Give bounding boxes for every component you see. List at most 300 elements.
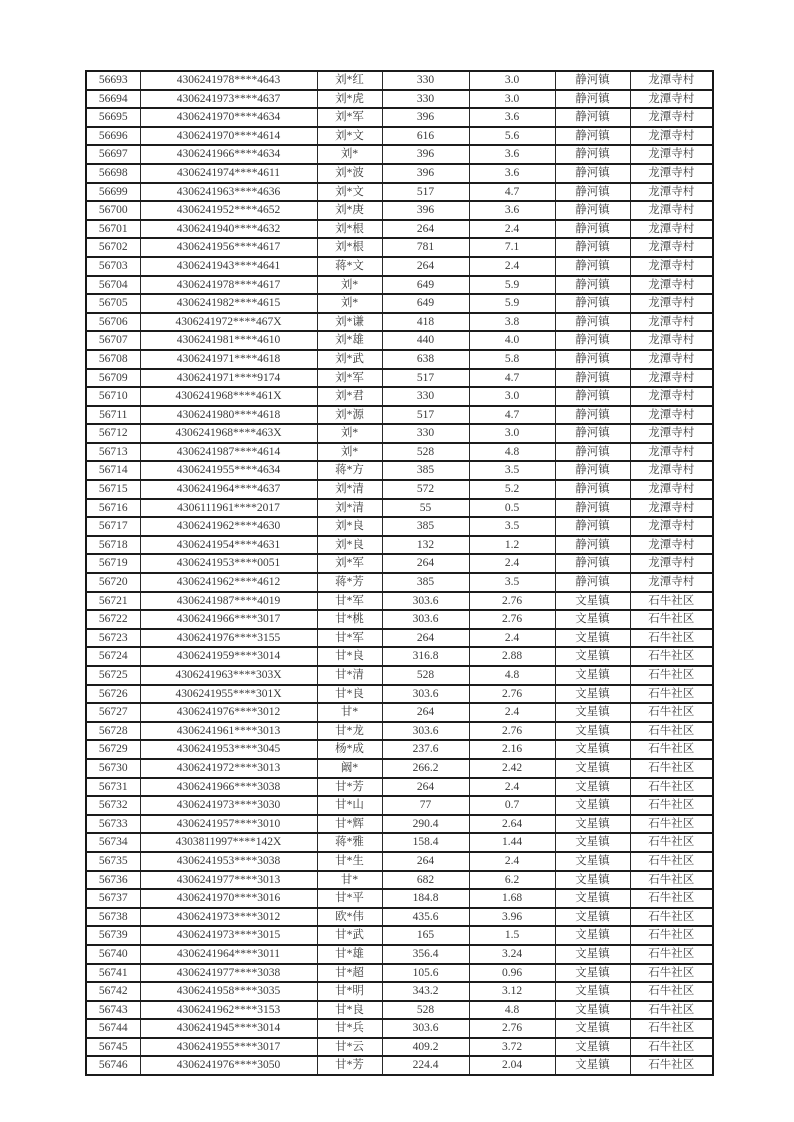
serial-cell: 56724: [86, 647, 140, 666]
amount-cell: 528: [382, 1001, 469, 1020]
name-cell: 刘*虎: [317, 90, 382, 109]
name-cell: 刘*雄: [317, 331, 382, 350]
serial-cell: 56725: [86, 666, 140, 685]
rate-cell: 4.8: [469, 666, 555, 685]
town-cell: 静河镇: [555, 424, 630, 443]
name-cell: 甘*山: [317, 796, 382, 815]
serial-cell: 56706: [86, 313, 140, 332]
id-number-cell: 4306241962****4630: [140, 517, 317, 536]
town-cell: 文星镇: [555, 647, 630, 666]
village-cell: 石牛社区: [630, 592, 713, 611]
amount-cell: 616: [382, 127, 469, 146]
village-cell: 石牛社区: [630, 703, 713, 722]
village-cell: 石牛社区: [630, 666, 713, 685]
serial-cell: 56693: [86, 71, 140, 90]
village-cell: 石牛社区: [630, 889, 713, 908]
amount-cell: 572: [382, 480, 469, 499]
village-cell: 龙潭寺村: [630, 276, 713, 295]
id-number-cell: 4306241970****4634: [140, 108, 317, 127]
amount-cell: 303.6: [382, 610, 469, 629]
rate-cell: 2.64: [469, 815, 555, 834]
table-row: [86, 164, 713, 183]
serial-cell: 56726: [86, 685, 140, 704]
town-cell: 静河镇: [555, 257, 630, 276]
id-number-cell: 4306241954****4631: [140, 536, 317, 555]
amount-cell: 649: [382, 294, 469, 313]
serial-cell: 56741: [86, 964, 140, 983]
id-number-cell: 4306241953****3045: [140, 740, 317, 759]
town-cell: 文星镇: [555, 796, 630, 815]
serial-cell: 56745: [86, 1038, 140, 1057]
town-cell: 文星镇: [555, 908, 630, 927]
serial-cell: 56730: [86, 759, 140, 778]
town-cell: 静河镇: [555, 201, 630, 220]
table-row: [86, 852, 713, 871]
rate-cell: 5.8: [469, 350, 555, 369]
id-number-cell: 4306111961****2017: [140, 499, 317, 518]
village-cell: 石牛社区: [630, 610, 713, 629]
table-row: [86, 889, 713, 908]
name-cell: 甘*军: [317, 629, 382, 648]
serial-cell: 56728: [86, 722, 140, 741]
village-cell: 龙潭寺村: [630, 443, 713, 462]
rate-cell: 4.0: [469, 331, 555, 350]
id-number-cell: 4306241957****3010: [140, 815, 317, 834]
rate-cell: 3.5: [469, 517, 555, 536]
name-cell: 甘*龙: [317, 722, 382, 741]
village-cell: 龙潭寺村: [630, 257, 713, 276]
id-number-cell: 4306241961****3013: [140, 722, 317, 741]
serial-cell: 56716: [86, 499, 140, 518]
rate-cell: 4.7: [469, 406, 555, 425]
village-cell: 龙潭寺村: [630, 220, 713, 239]
town-cell: 文星镇: [555, 964, 630, 983]
table-row: [86, 71, 713, 90]
serial-cell: 56731: [86, 778, 140, 797]
town-cell: 文星镇: [555, 685, 630, 704]
town-cell: 静河镇: [555, 369, 630, 388]
name-cell: 甘*良: [317, 685, 382, 704]
amount-cell: 330: [382, 90, 469, 109]
amount-cell: 303.6: [382, 1019, 469, 1038]
town-cell: 文星镇: [555, 815, 630, 834]
records-table: [85, 70, 714, 1076]
serial-cell: 56740: [86, 945, 140, 964]
id-number-cell: 4306241955****301X: [140, 685, 317, 704]
rate-cell: 1.2: [469, 536, 555, 555]
table-row: [86, 833, 713, 852]
rate-cell: 2.76: [469, 610, 555, 629]
table-row: [86, 1001, 713, 1020]
name-cell: 甘*云: [317, 1038, 382, 1057]
amount-cell: 396: [382, 145, 469, 164]
village-cell: 龙潭寺村: [630, 406, 713, 425]
rate-cell: 5.2: [469, 480, 555, 499]
village-cell: 龙潭寺村: [630, 313, 713, 332]
rate-cell: 3.0: [469, 71, 555, 90]
town-cell: 静河镇: [555, 127, 630, 146]
amount-cell: 781: [382, 238, 469, 257]
town-cell: 文星镇: [555, 778, 630, 797]
rate-cell: 2.4: [469, 778, 555, 797]
table-row: [86, 759, 713, 778]
name-cell: 刘*清: [317, 480, 382, 499]
rate-cell: 2.88: [469, 647, 555, 666]
amount-cell: 165: [382, 926, 469, 945]
serial-cell: 56707: [86, 331, 140, 350]
rate-cell: 4.8: [469, 443, 555, 462]
serial-cell: 56742: [86, 982, 140, 1001]
name-cell: 甘*良: [317, 1001, 382, 1020]
village-cell: 龙潭寺村: [630, 127, 713, 146]
name-cell: 刘*良: [317, 517, 382, 536]
amount-cell: 385: [382, 573, 469, 592]
village-cell: 龙潭寺村: [630, 108, 713, 127]
serial-cell: 56720: [86, 573, 140, 592]
amount-cell: 385: [382, 517, 469, 536]
serial-cell: 56715: [86, 480, 140, 499]
table-row: [86, 1019, 713, 1038]
name-cell: 刘*清: [317, 499, 382, 518]
id-number-cell: 4306241956****4617: [140, 238, 317, 257]
town-cell: 文星镇: [555, 610, 630, 629]
amount-cell: 237.6: [382, 740, 469, 759]
rate-cell: 2.76: [469, 1019, 555, 1038]
table-row: [86, 220, 713, 239]
town-cell: 文星镇: [555, 1019, 630, 1038]
table-row: [86, 294, 713, 313]
name-cell: 刘*军: [317, 554, 382, 573]
id-number-cell: 4303811997****142X: [140, 833, 317, 852]
name-cell: 刘*君: [317, 387, 382, 406]
village-cell: 龙潭寺村: [630, 294, 713, 313]
id-number-cell: 4306241973****3015: [140, 926, 317, 945]
name-cell: 甘*辉: [317, 815, 382, 834]
village-cell: 龙潭寺村: [630, 369, 713, 388]
amount-cell: 266.2: [382, 759, 469, 778]
amount-cell: 264: [382, 852, 469, 871]
rate-cell: 6.2: [469, 871, 555, 890]
serial-cell: 56713: [86, 443, 140, 462]
town-cell: 静河镇: [555, 276, 630, 295]
amount-cell: 418: [382, 313, 469, 332]
amount-cell: 264: [382, 703, 469, 722]
name-cell: 刘*根: [317, 220, 382, 239]
id-number-cell: 4306241966****4634: [140, 145, 317, 164]
town-cell: 文星镇: [555, 592, 630, 611]
amount-cell: 396: [382, 108, 469, 127]
amount-cell: 264: [382, 257, 469, 276]
town-cell: 静河镇: [555, 554, 630, 573]
village-cell: 龙潭寺村: [630, 164, 713, 183]
table-row: [86, 350, 713, 369]
serial-cell: 56734: [86, 833, 140, 852]
id-number-cell: 4306241971****9174: [140, 369, 317, 388]
id-number-cell: 4306241964****3011: [140, 945, 317, 964]
serial-cell: 56722: [86, 610, 140, 629]
table-row: [86, 387, 713, 406]
village-cell: 石牛社区: [630, 852, 713, 871]
amount-cell: 517: [382, 406, 469, 425]
rate-cell: 3.96: [469, 908, 555, 927]
id-number-cell: 4306241955****3017: [140, 1038, 317, 1057]
village-cell: 龙潭寺村: [630, 573, 713, 592]
table-row: [86, 1038, 713, 1057]
rate-cell: 2.4: [469, 257, 555, 276]
town-cell: 静河镇: [555, 313, 630, 332]
village-cell: 龙潭寺村: [630, 183, 713, 202]
name-cell: 甘*雄: [317, 945, 382, 964]
town-cell: 文星镇: [555, 926, 630, 945]
rate-cell: 2.42: [469, 759, 555, 778]
table-row: [86, 201, 713, 220]
amount-cell: 158.4: [382, 833, 469, 852]
table-row: [86, 424, 713, 443]
name-cell: 杨*成: [317, 740, 382, 759]
name-cell: 刘*文: [317, 127, 382, 146]
village-cell: 石牛社区: [630, 1019, 713, 1038]
amount-cell: 264: [382, 778, 469, 797]
village-cell: 石牛社区: [630, 1038, 713, 1057]
town-cell: 文星镇: [555, 945, 630, 964]
serial-cell: 56696: [86, 127, 140, 146]
town-cell: 静河镇: [555, 480, 630, 499]
serial-cell: 56697: [86, 145, 140, 164]
id-number-cell: 4306241970****3016: [140, 889, 317, 908]
village-cell: 龙潭寺村: [630, 350, 713, 369]
table-row: [86, 647, 713, 666]
town-cell: 文星镇: [555, 629, 630, 648]
village-cell: 龙潭寺村: [630, 480, 713, 499]
rate-cell: 3.0: [469, 387, 555, 406]
name-cell: 甘*: [317, 871, 382, 890]
table-row: [86, 666, 713, 685]
rate-cell: 2.4: [469, 852, 555, 871]
town-cell: 静河镇: [555, 387, 630, 406]
table-row: [86, 536, 713, 555]
village-cell: 龙潭寺村: [630, 499, 713, 518]
id-number-cell: 4306241976****3155: [140, 629, 317, 648]
serial-cell: 56702: [86, 238, 140, 257]
village-cell: 石牛社区: [630, 722, 713, 741]
id-number-cell: 4306241963****303X: [140, 666, 317, 685]
id-number-cell: 4306241982****4615: [140, 294, 317, 313]
serial-cell: 56717: [86, 517, 140, 536]
amount-cell: 396: [382, 201, 469, 220]
table-row: [86, 554, 713, 573]
id-number-cell: 4306241968****461X: [140, 387, 317, 406]
name-cell: 蒋*方: [317, 461, 382, 480]
table-row: [86, 908, 713, 927]
town-cell: 静河镇: [555, 517, 630, 536]
name-cell: 甘*芳: [317, 778, 382, 797]
table-row: [86, 592, 713, 611]
amount-cell: 440: [382, 331, 469, 350]
table-row: [86, 276, 713, 295]
town-cell: 静河镇: [555, 573, 630, 592]
id-number-cell: 4306241952****4652: [140, 201, 317, 220]
id-number-cell: 4306241972****3013: [140, 759, 317, 778]
amount-cell: 264: [382, 220, 469, 239]
village-cell: 石牛社区: [630, 908, 713, 927]
name-cell: 甘*武: [317, 926, 382, 945]
rate-cell: 3.5: [469, 573, 555, 592]
rate-cell: 2.04: [469, 1056, 555, 1075]
village-cell: 龙潭寺村: [630, 424, 713, 443]
id-number-cell: 4306241987****4019: [140, 592, 317, 611]
rate-cell: 3.0: [469, 90, 555, 109]
amount-cell: 303.6: [382, 592, 469, 611]
id-number-cell: 4306241968****463X: [140, 424, 317, 443]
name-cell: 刘*根: [317, 238, 382, 257]
amount-cell: 517: [382, 369, 469, 388]
name-cell: 刘*军: [317, 108, 382, 127]
id-number-cell: 4306241973****3030: [140, 796, 317, 815]
serial-cell: 56738: [86, 908, 140, 927]
town-cell: 文星镇: [555, 722, 630, 741]
id-number-cell: 4306241955****4634: [140, 461, 317, 480]
rate-cell: 2.76: [469, 722, 555, 741]
amount-cell: 303.6: [382, 685, 469, 704]
name-cell: 甘*军: [317, 592, 382, 611]
serial-cell: 56721: [86, 592, 140, 611]
amount-cell: 435.6: [382, 908, 469, 927]
id-number-cell: 4306241973****3012: [140, 908, 317, 927]
amount-cell: 409.2: [382, 1038, 469, 1057]
serial-cell: 56735: [86, 852, 140, 871]
table-row: [86, 461, 713, 480]
village-cell: 龙潭寺村: [630, 71, 713, 90]
serial-cell: 56709: [86, 369, 140, 388]
id-number-cell: 4306241971****4618: [140, 350, 317, 369]
amount-cell: 649: [382, 276, 469, 295]
rate-cell: 5.9: [469, 276, 555, 295]
amount-cell: 528: [382, 443, 469, 462]
table-row: [86, 108, 713, 127]
serial-cell: 56704: [86, 276, 140, 295]
serial-cell: 56700: [86, 201, 140, 220]
rate-cell: 2.76: [469, 592, 555, 611]
serial-cell: 56719: [86, 554, 140, 573]
amount-cell: 105.6: [382, 964, 469, 983]
name-cell: 甘*良: [317, 647, 382, 666]
amount-cell: 385: [382, 461, 469, 480]
rate-cell: 7.1: [469, 238, 555, 257]
town-cell: 静河镇: [555, 461, 630, 480]
amount-cell: 330: [382, 387, 469, 406]
id-number-cell: 4306241953****0051: [140, 554, 317, 573]
town-cell: 文星镇: [555, 1001, 630, 1020]
rate-cell: 3.6: [469, 108, 555, 127]
table-row: [86, 796, 713, 815]
serial-cell: 56705: [86, 294, 140, 313]
village-cell: 石牛社区: [630, 647, 713, 666]
rate-cell: 5.9: [469, 294, 555, 313]
village-cell: 石牛社区: [630, 759, 713, 778]
name-cell: 刘*文: [317, 183, 382, 202]
town-cell: 静河镇: [555, 108, 630, 127]
rate-cell: 0.5: [469, 499, 555, 518]
id-number-cell: 4306241953****3038: [140, 852, 317, 871]
serial-cell: 56733: [86, 815, 140, 834]
town-cell: 文星镇: [555, 759, 630, 778]
town-cell: 文星镇: [555, 889, 630, 908]
rate-cell: 3.5: [469, 461, 555, 480]
serial-cell: 56695: [86, 108, 140, 127]
town-cell: 文星镇: [555, 1038, 630, 1057]
id-number-cell: 4306241945****3014: [140, 1019, 317, 1038]
id-number-cell: 4306241977****3013: [140, 871, 317, 890]
rate-cell: 3.6: [469, 145, 555, 164]
id-number-cell: 4306241977****3038: [140, 964, 317, 983]
village-cell: 石牛社区: [630, 926, 713, 945]
serial-cell: 56723: [86, 629, 140, 648]
table-row: [86, 573, 713, 592]
rate-cell: 2.4: [469, 220, 555, 239]
town-cell: 文星镇: [555, 871, 630, 890]
rate-cell: 1.44: [469, 833, 555, 852]
name-cell: 刘*良: [317, 536, 382, 555]
village-cell: 石牛社区: [630, 796, 713, 815]
name-cell: 甘*生: [317, 852, 382, 871]
name-cell: 刘*源: [317, 406, 382, 425]
rate-cell: 0.96: [469, 964, 555, 983]
id-number-cell: 4306241964****4637: [140, 480, 317, 499]
name-cell: 刘*: [317, 145, 382, 164]
table-row: [86, 480, 713, 499]
village-cell: 石牛社区: [630, 964, 713, 983]
id-number-cell: 4306241940****4632: [140, 220, 317, 239]
rate-cell: 3.72: [469, 1038, 555, 1057]
rate-cell: 0.7: [469, 796, 555, 815]
rate-cell: 3.6: [469, 164, 555, 183]
name-cell: 甘*超: [317, 964, 382, 983]
serial-cell: 56701: [86, 220, 140, 239]
village-cell: 龙潭寺村: [630, 536, 713, 555]
name-cell: 甘*: [317, 703, 382, 722]
village-cell: 石牛社区: [630, 1056, 713, 1075]
table-row: [86, 499, 713, 518]
name-cell: 刘*波: [317, 164, 382, 183]
town-cell: 文星镇: [555, 833, 630, 852]
id-number-cell: 4306241987****4614: [140, 443, 317, 462]
village-cell: 石牛社区: [630, 871, 713, 890]
town-cell: 文星镇: [555, 740, 630, 759]
serial-cell: 56737: [86, 889, 140, 908]
table-row: [86, 313, 713, 332]
amount-cell: 184.8: [382, 889, 469, 908]
town-cell: 静河镇: [555, 443, 630, 462]
amount-cell: 682: [382, 871, 469, 890]
town-cell: 静河镇: [555, 164, 630, 183]
name-cell: 刘*武: [317, 350, 382, 369]
name-cell: 蒋*文: [317, 257, 382, 276]
id-number-cell: 4306241966****3017: [140, 610, 317, 629]
rate-cell: 3.6: [469, 201, 555, 220]
rate-cell: 2.4: [469, 703, 555, 722]
name-cell: 欧*伟: [317, 908, 382, 927]
amount-cell: 303.6: [382, 722, 469, 741]
table-row: [86, 629, 713, 648]
town-cell: 静河镇: [555, 294, 630, 313]
id-number-cell: 4306241978****4643: [140, 71, 317, 90]
town-cell: 文星镇: [555, 852, 630, 871]
name-cell: 刘*: [317, 443, 382, 462]
town-cell: 静河镇: [555, 350, 630, 369]
serial-cell: 56711: [86, 406, 140, 425]
town-cell: 静河镇: [555, 406, 630, 425]
village-cell: 龙潭寺村: [630, 238, 713, 257]
